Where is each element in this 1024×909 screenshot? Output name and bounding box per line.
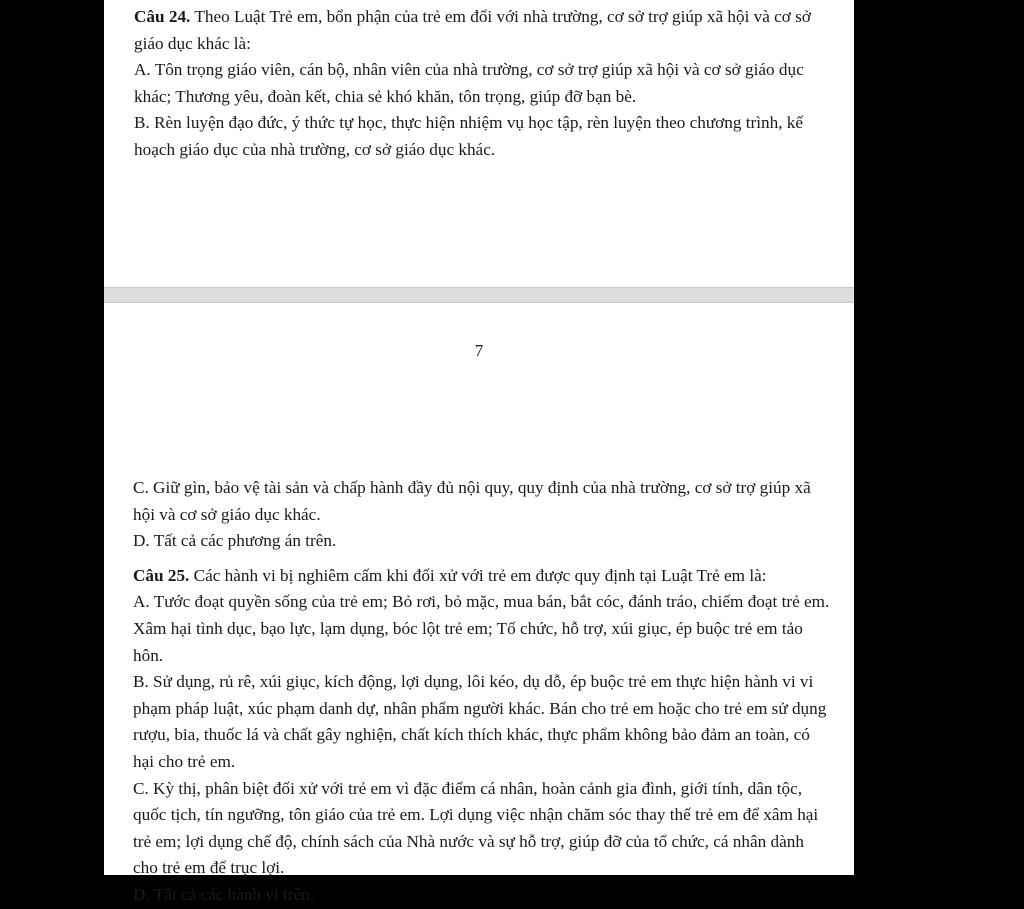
page-7-content [133,475,833,909]
question-24-stem: Câu 24. Theo Luật Trẻ em, bổn phận của trẻ em đối với nhà trường, cơ sở trợ giúp xã hội và cơ sở giáo dục khác là: [134,7,811,53]
page-number: 7 [474,341,484,360]
page-7 [104,303,854,904]
question-24-label: Câu 24. [134,7,191,26]
question-25-label: Câu 25. [133,565,190,585]
document-viewer[interactable] [104,0,854,904]
question-24-option-b: B. Rèn luyện đạo đức, ý thức tự học, thực hiện nhiệm vụ học tập, rèn luyện theo chương trình, kế hoạch giáo dục của nhà trường, cơ sở giáo dục khác. [134,113,804,159]
question-24-option-c: C. Giữ gìn, bảo vệ tài sản và chấp hành đầy đủ nội quy, quy định của nhà trường, cơ sở trợ giúp xã hội và cơ sở giáo dục khác. [133,478,811,524]
page-6 [104,0,854,287]
question-24-option-a: A. Tôn trọng giáo viên, cán bộ, nhân viên của nhà trường, cơ sở trợ giúp xã hội và cơ sở giáo dục khác; Thương yêu, đoàn kết, chia sẻ khó khăn, tôn trọng, giúp đỡ bạn bè. [134,60,804,106]
question-25-option-b: B. Sử dụng, rủ rê, xúi giục, kích động, lợi dụng, lôi kéo, dụ dỗ, ép buộc trẻ em thực hiện hành vi vi phạm pháp luật, xúc phạm danh dự, nhân phẩm người khác. Bán cho trẻ em hoặc cho trẻ em sử dụng rượu, bia, thuốc lá và chất gây nghiện, chất kích thích khác, thực phẩm không bảo đảm an toàn, có hại cho trẻ em. [133,672,827,771]
question-25-option-c: C. Kỳ thị, phân biệt đối xử với trẻ em vì đặc điểm cá nhân, hoàn cảnh gia đình, giới tính, dân tộc, quốc tịch, tín ngưỡng, tôn giáo của trẻ em. Lợi dụng việc nhận chăm sóc thay thế trẻ em để xâm hại trẻ em; lợi dụng chế độ, chính sách của Nhà nước và sự hỗ trợ, giúp đỡ của tổ chức, cá nhân dành cho trẻ em để trục lợi. [133,778,819,878]
question-25-option-a: A. Tước đoạt quyền sống của trẻ em; Bỏ rơi, bỏ mặc, mua bán, bắt cóc, đánh tráo, chiếm đoạt trẻ em. Xâm hại tình dục, bạo lực, lạm dụng, bóc lột trẻ em; Tổ chức, hỗ trợ, xúi giục, ép buộc trẻ em tảo hôn. [133,592,830,665]
question-24 [134,4,834,163]
question-25-option-d: D. Tất cả các hành vi trên. [133,884,315,904]
question-24-option-d: D. Tất cả các phương án trên. [133,531,337,551]
question-25-stem: Câu 25. Các hành vi bị nghiêm cấm khi đối xử với trẻ em được quy định tại Luật Trẻ em là: [133,565,767,585]
page-separator [104,287,854,303]
